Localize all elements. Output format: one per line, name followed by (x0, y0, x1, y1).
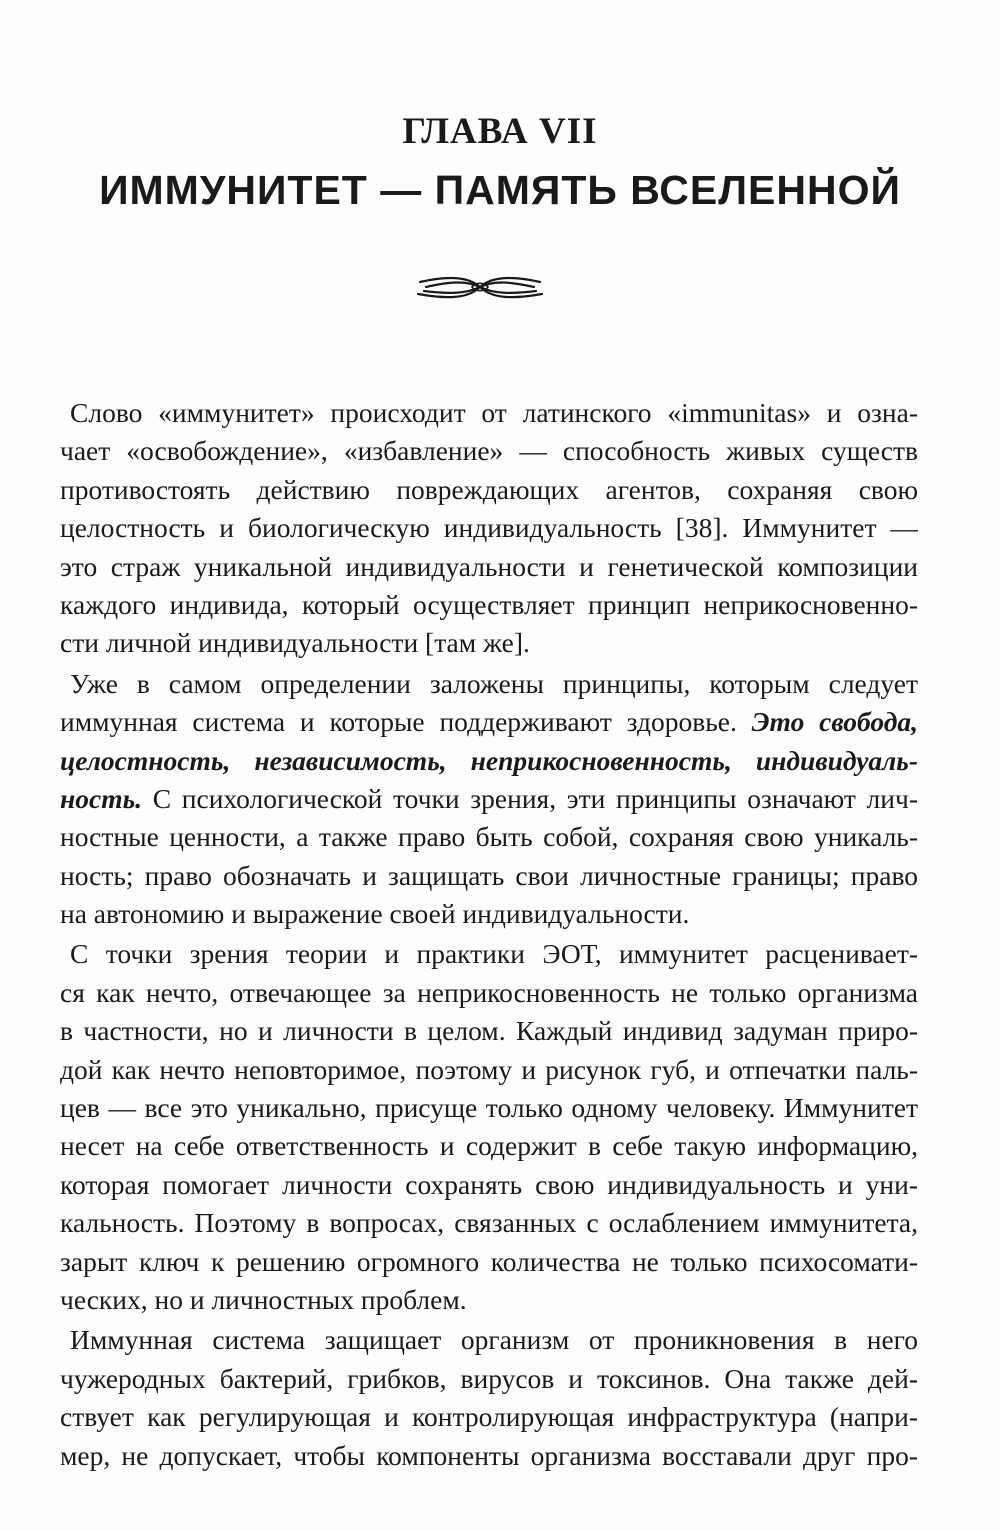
text-line: мер, не допускает, чтобы компоненты организма восставали друг про- (60, 1439, 918, 1471)
text-line: цев — все это уникально, присуще только одному человеку. Иммунитет (60, 1092, 918, 1124)
text-line: Уже в самом определении заложены принципы, которым следует (70, 667, 918, 699)
text-line: ческих, но и личностных проблем. (60, 1283, 467, 1315)
text-line: ся как нечто, отвечающее за неприкосновенность не только организма (60, 976, 918, 1008)
text-line: на автономию и выражение своей индивидуальности. (60, 898, 690, 930)
text-line: которая помогает личности сохранять свою индивидуальность и уни- (60, 1168, 918, 1200)
text-line: целостность и биологическую индивидуальность [38]. Иммунитет — (60, 512, 918, 544)
text-line (60, 703, 918, 741)
text-line: ность; право обозначать и защищать свои личностные границы; право (60, 859, 918, 891)
text-line: сти личной индивидуальности [там же]. (60, 627, 530, 659)
text-line: Иммунная система защищает организм от проникновения в него (70, 1324, 918, 1356)
text-line: в частности, но и личности в целом. Каждый индивид задуман приро- (60, 1015, 918, 1047)
text-line: С точки зрения теории и практики ЭОТ, иммунитет расценивает- (70, 938, 918, 970)
text-run: иммунная система и которые поддерживают здоровье. (60, 706, 737, 738)
flourish-divider-icon (412, 268, 548, 306)
emphasis-text: Это свобода, (751, 706, 918, 738)
text-line: кальность. Поэтому в вопросах, связанных с ослаблением иммунитета, (60, 1207, 918, 1239)
text-line: противостоять действию повреждающих агентов, сохраняя свою (60, 473, 918, 505)
chapter-title: ИММУНИТЕТ — ПАМЯТЬ ВСЕЛЕННОЙ (99, 167, 901, 213)
text-run: С психологической точки зрения, эти принципы означают лич- (152, 782, 918, 814)
text-line: ностные ценности, а также право быть собой, сохраняя свою уникаль- (60, 821, 918, 853)
text-line: чает «освобождение», «избавление» — способность живых существ (60, 435, 918, 467)
body-text (60, 394, 918, 1475)
text-line (60, 780, 918, 818)
emphasis-line: целостность, независимость, неприкосновенность, индивидуаль- (60, 744, 918, 776)
text-line: чужеродных бактерий, грибков, вирусов и токсинов. Она также дей- (60, 1362, 918, 1394)
text-line: это страж уникальной индивидуальности и генетической композиции (60, 550, 918, 582)
text-line: Слово «иммунитет» происходит от латинского «immunitas» и озна- (70, 397, 918, 428)
text-line: каждого индивида, который осуществляет принцип неприкосновенно- (60, 588, 918, 620)
chapter-label: ГЛАВА VII (402, 111, 598, 152)
text-line: зарыт ключ к решению огромного количества не только психосомати- (60, 1245, 918, 1277)
emphasis-text: ность. (60, 782, 143, 814)
text-line: ствует как регулирующая и контролирующая инфраструктура (напри- (60, 1401, 918, 1433)
text-line: несет на себе ответственность и содержит в себе такую информацию, (60, 1130, 918, 1162)
text-line: дой как нечто неповторимое, поэтому и рисунок губ, и отпечатки паль- (60, 1053, 918, 1085)
